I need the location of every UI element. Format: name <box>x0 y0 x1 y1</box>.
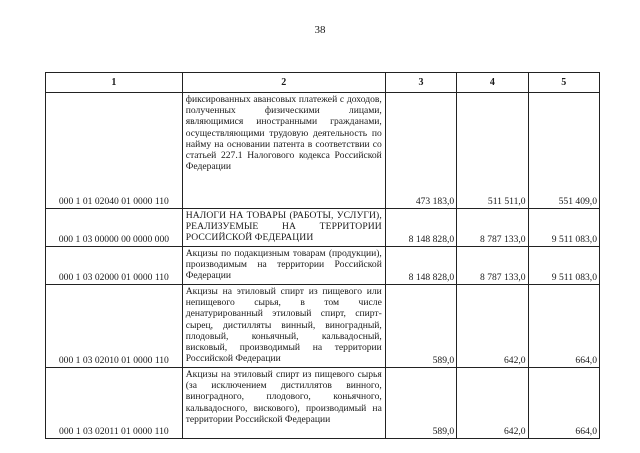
column-header: 4 <box>457 73 528 93</box>
value-year-3: 9 511 083,0 <box>528 247 599 285</box>
item-description: Акцизы на этиловый спирт из пищевого сырья (за исключением дистиллятов винного, виноградного, плодового, коньячного, кальвадосного, вискового), производимый на территории Российской Федерации <box>182 368 385 439</box>
table-row <box>46 209 600 247</box>
budget-code: 000 1 03 02000 01 0000 110 <box>46 247 183 285</box>
item-description: Акцизы по подакцизным товарам (продукции), производимым на территории Российской Федерации <box>182 247 385 285</box>
column-header: 3 <box>385 73 456 93</box>
value-year-2: 642,0 <box>457 285 528 368</box>
table-row <box>46 93 600 209</box>
item-description: фиксированных авансовых платежей с доходов, полученных физическими лицами, являющимися иностранными гражданами, осуществляющими трудовую деятельность по найму на основании патента в соответствии со статьей 227.1 Налогового кодекса Российской Федерации <box>182 93 385 209</box>
column-header: 2 <box>182 73 385 93</box>
budget-code: 000 1 01 02040 01 0000 110 <box>46 93 183 209</box>
value-year-2: 642,0 <box>457 368 528 439</box>
budget-code: 000 1 03 02010 01 0000 110 <box>46 285 183 368</box>
column-header: 5 <box>528 73 599 93</box>
value-year-3: 551 409,0 <box>528 93 599 209</box>
value-year-1: 589,0 <box>385 285 456 368</box>
value-year-2: 8 787 133,0 <box>457 247 528 285</box>
item-description: Акцизы на этиловый спирт из пищевого или непищевого сырья, в том числе денатурированный этиловый спирт, спирт-сырец, дистилляты винный, виноградный, плодовый, коньячный, кальвадосный, висковый, производимый на территории Российской Федерации <box>182 285 385 368</box>
value-year-3: 664,0 <box>528 368 599 439</box>
value-year-2: 511 511,0 <box>457 93 528 209</box>
column-header: 1 <box>46 73 183 93</box>
value-year-1: 473 183,0 <box>385 93 456 209</box>
value-year-3: 664,0 <box>528 285 599 368</box>
budget-code: 000 1 03 02011 01 0000 110 <box>46 368 183 439</box>
table-row <box>46 247 600 285</box>
budget-revenue-table <box>45 72 600 439</box>
value-year-1: 8 148 828,0 <box>385 209 456 247</box>
table-row <box>46 285 600 368</box>
page-number: 38 <box>314 24 326 36</box>
table-header-row <box>46 73 600 93</box>
value-year-3: 9 511 083,0 <box>528 209 599 247</box>
value-year-1: 589,0 <box>385 368 456 439</box>
value-year-2: 8 787 133,0 <box>457 209 528 247</box>
value-year-1: 8 148 828,0 <box>385 247 456 285</box>
item-description: НАЛОГИ НА ТОВАРЫ (РАБОТЫ, УСЛУГИ), РЕАЛИЗУЕМЫЕ НА ТЕРРИТОРИИ РОССИЙСКОЙ ФЕДЕРАЦИИ <box>182 209 385 247</box>
budget-code: 000 1 03 00000 00 0000 000 <box>46 209 183 247</box>
table-row <box>46 368 600 439</box>
